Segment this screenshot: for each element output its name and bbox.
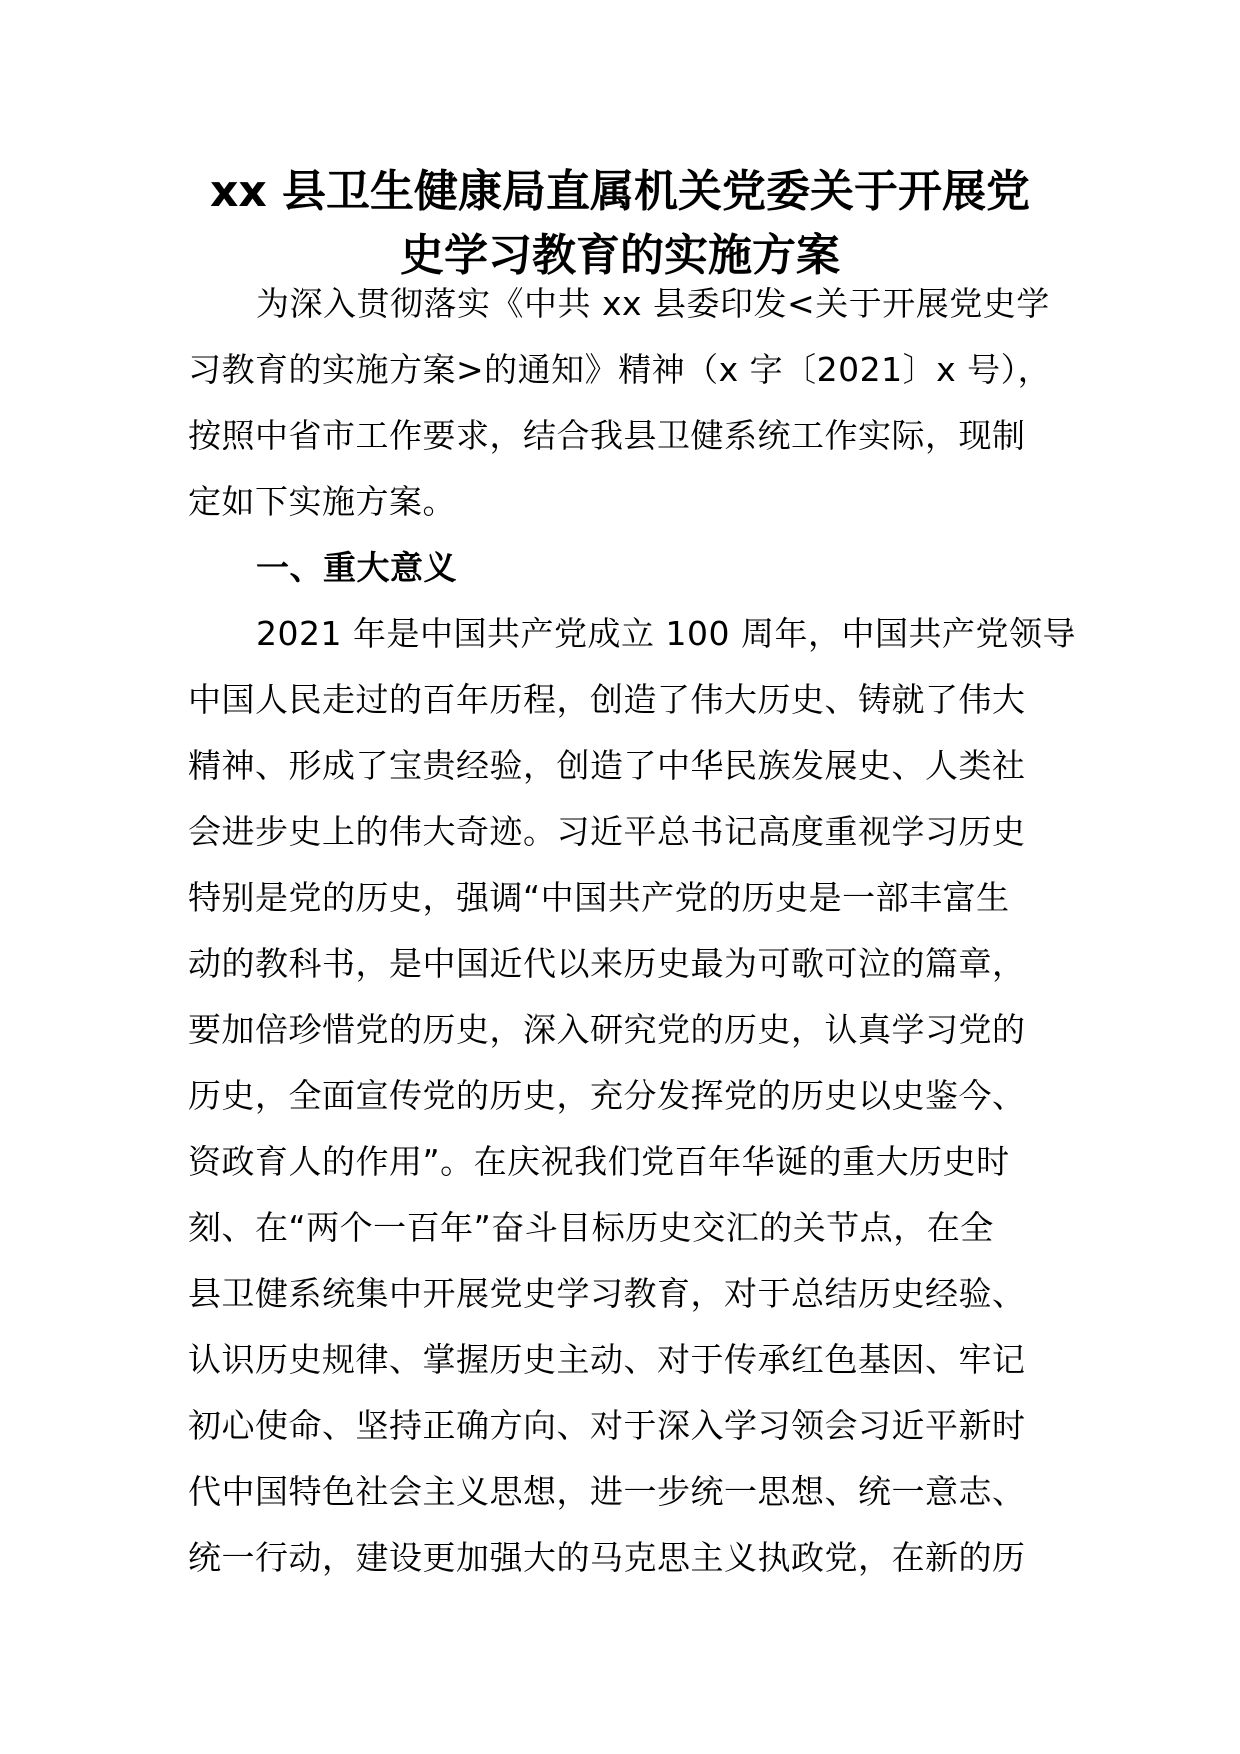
paragraph-line: 中国人民走过的百年历程，创造了伟大历史、铸就了伟大 [188,680,1026,719]
paragraph-line: 资政育人的作用”。在庆祝我们党百年华诞的重大历史时 [188,1142,1010,1181]
title-line-1: xx 县卫生健康局直属机关党委关于开展党 [209,166,1031,217]
intro-line: 定如下实施方案。 [188,482,456,521]
paragraph-line: 要加倍珍惜党的历史，深入研究党的历史，认真学习党的 [188,1010,1026,1049]
paragraph-line: 会进步史上的伟大奇迹。习近平总书记高度重视学习历史 [188,812,1026,851]
paragraph-line: 县卫健系统集中开展党史学习教育，对于总结历史经验、 [188,1274,1026,1313]
paragraph-line: 刻、在“两个一百年”奋斗目标历史交汇的关节点，在全 [188,1208,994,1247]
paragraph-line: 精神、形成了宝贵经验，创造了中华民族发展史、人类社 [188,746,1026,785]
section1-paragraph [188,601,1076,1591]
paragraph-line: 2021 年是中国共产党成立 100 周年，中国共产党领导 [256,614,1076,653]
document-body [188,271,1076,1591]
document-title [150,160,1090,288]
paragraph-line: 动的教科书，是中国近代以来历史最为可歌可泣的篇章， [188,944,1026,983]
paragraph-line: 统一行动，建设更加强大的马克思主义执政党，在新的历 [188,1538,1026,1577]
intro-line: 习教育的实施方案>的通知》精神（x 字〔2021〕x 号）， [188,350,1052,389]
intro-line: 为深入贯彻落实《中共 xx 县委印发<关于开展党史学 [256,284,1050,323]
title-line-2: 史学习教育的实施方案 [400,230,840,281]
paragraph-line: 代中国特色社会主义思想，进一步统一思想、统一意志、 [188,1472,1026,1511]
intro-paragraph [188,271,1058,535]
paragraph-line: 历史，全面宣传党的历史，充分发挥党的历史以史鉴今、 [188,1076,1026,1115]
paragraph-line: 特别是党的历史，强调“中国共产党的历史是一部丰富生 [188,878,1010,917]
paragraph-line: 初心使命、坚持正确方向、对于深入学习领会习近平新时 [188,1406,1026,1445]
section-heading-significance: 一、重大意义 [256,548,457,587]
intro-line: 按照中省市工作要求，结合我县卫健系统工作实际，现制 [188,416,1026,455]
paragraph-line: 认识历史规律、掌握历史主动、对于传承红色基因、牢记 [188,1340,1026,1379]
